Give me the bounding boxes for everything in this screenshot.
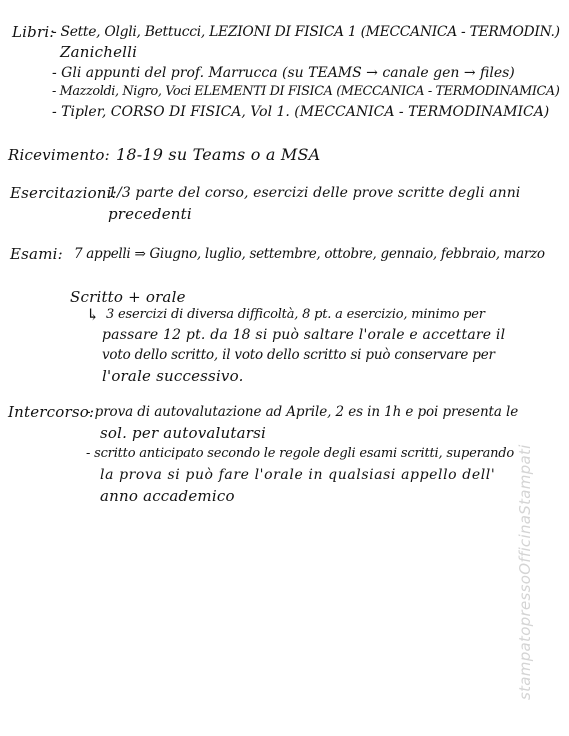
esercitazioni-line-2: precedenti xyxy=(108,205,192,223)
intercorso-line-3: - scritto anticipato secondo le regole degli esami scritti, superando xyxy=(86,446,515,461)
libri-item-1: - Sette, Olgli, Bettucci, LEZIONI DI FISICA 1 (MECCANICA - TERMODIN.) xyxy=(52,24,560,40)
intercorso-line-2: sol. per autovalutarsi xyxy=(100,424,267,442)
esercitazioni-label: Esercitazioni: xyxy=(10,184,117,202)
esami-detail-2: passare 12 pt. da 18 si può saltare l'orale e accettare il xyxy=(102,327,506,343)
intercorso-label: Intercorso: xyxy=(8,403,95,421)
intercorso-line-1: - prova di autovalutazione ad Aprile, 2 es in 1h e poi presenta le xyxy=(86,404,519,420)
ricevimento-label: Ricevimento: xyxy=(8,146,110,164)
libri-label: Libri: xyxy=(12,23,55,41)
esami-detail-1: 3 esercizi di diversa difficoltà, 8 pt. a esercizio, minimo per xyxy=(106,307,485,322)
intercorso-line-5: anno accademico xyxy=(100,487,235,505)
esami-detail-3: voto dello scritto, il voto dello scritto si può conservare per xyxy=(102,347,495,363)
libri-item-3: - Mazzoldi, Nigro, Voci ELEMENTI DI FISICA (MECCANICA - TERMODINAMICA) xyxy=(52,84,560,99)
ricevimento-text: 18-19 su Teams o a MSA xyxy=(116,145,321,164)
esami-detail-4: l'orale successivo. xyxy=(102,367,244,385)
esami-sub-label: Scritto + orale xyxy=(70,288,186,306)
libri-item-1-publisher: Zanichelli xyxy=(60,43,138,61)
esercitazioni-line-1: 1/3 parte del corso, esercizi delle prove scritte degli anni xyxy=(108,185,521,201)
esami-label: Esami: xyxy=(10,245,63,263)
libri-item-2: - Gli appunti del prof. Marrucca (su TEAMS → canale gen → files) xyxy=(52,65,515,81)
return-arrow-icon: ↳ xyxy=(86,305,100,324)
intercorso-line-4: la prova si può fare l'orale in qualsiasi appello dell' xyxy=(100,467,496,483)
libri-item-4: - Tipler, CORSO DI FISICA, Vol 1. (MECCANICA - TERMODINAMICA) xyxy=(52,104,550,120)
watermark: stampatopressoOfficinaStampati xyxy=(516,444,534,700)
esami-text: 7 appelli ⇒ Giugno, luglio, settembre, ottobre, gennaio, febbraio, marzo xyxy=(74,246,545,262)
